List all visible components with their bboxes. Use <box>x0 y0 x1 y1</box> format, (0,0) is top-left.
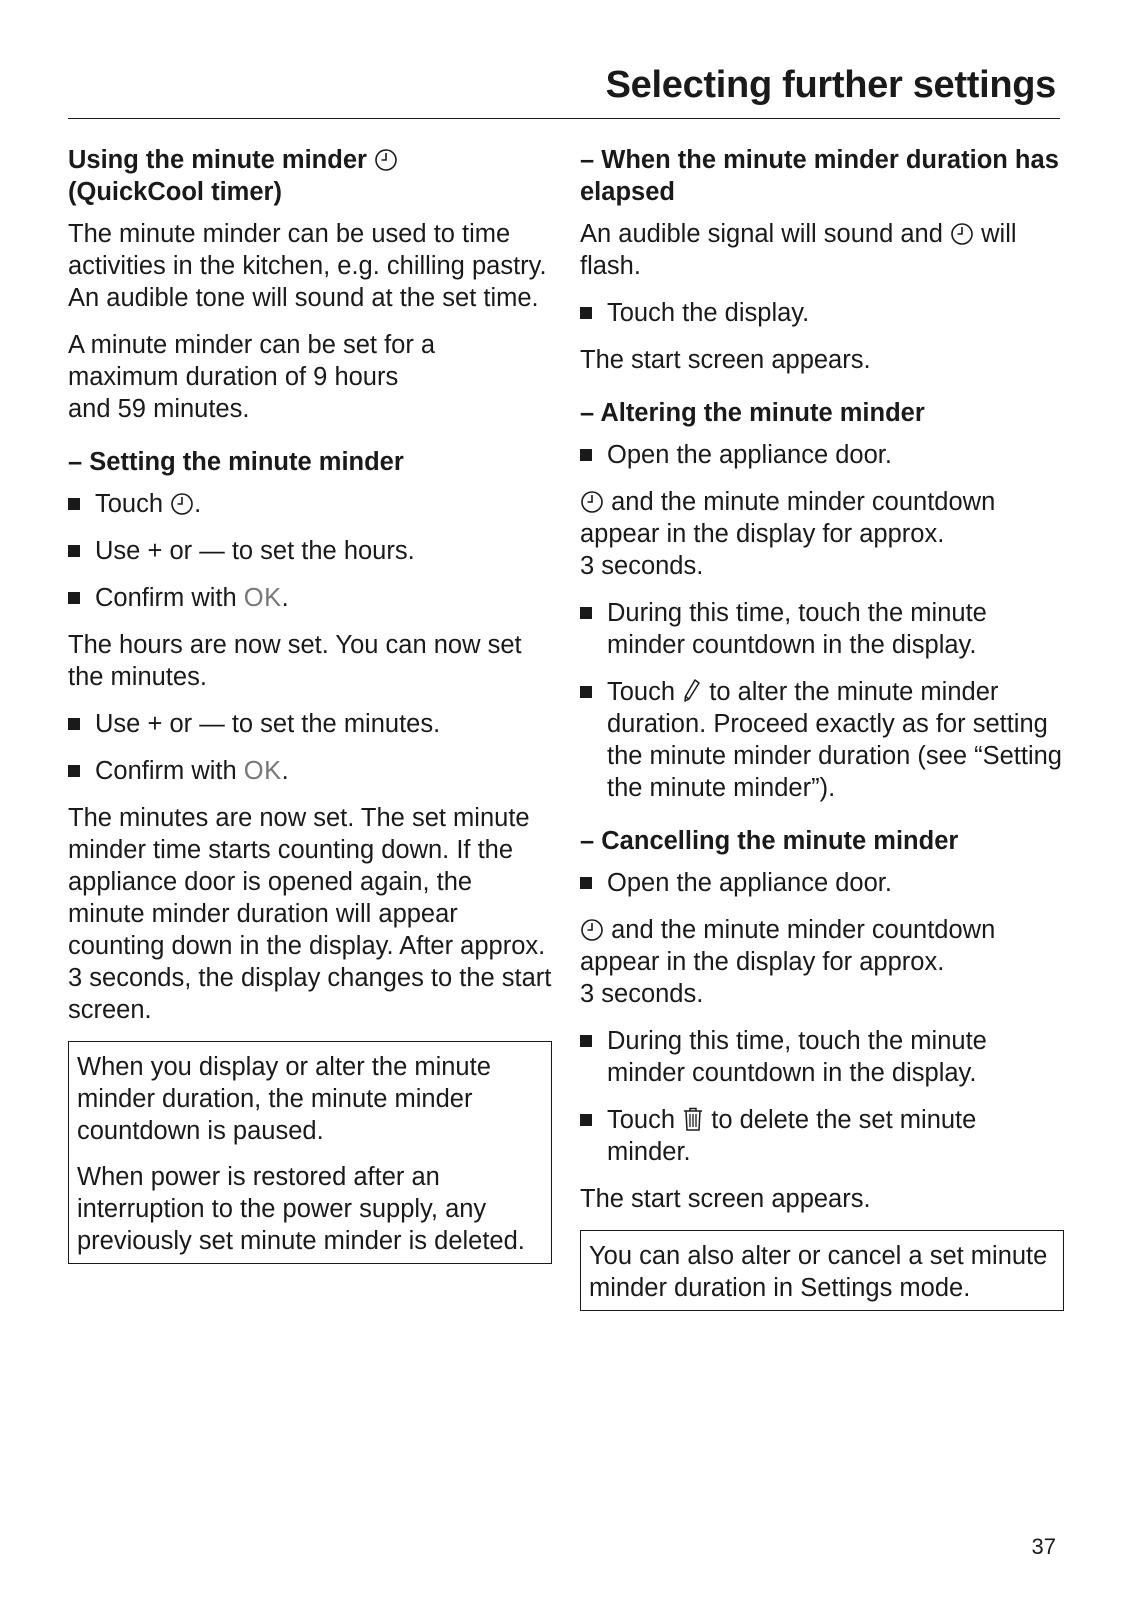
note-paragraph-2: When power is restored after an interruption to the power supply, any previously set minute minder is deleted. <box>77 1163 525 1255</box>
step-text: During this time, touch the minute minder countdown in the display. <box>607 1027 987 1087</box>
bullet-icon <box>68 545 80 557</box>
pencil-icon <box>682 678 702 704</box>
plus-icon: + <box>147 537 163 565</box>
elapsed-paragraph <box>580 218 1064 282</box>
trash-icon <box>682 1106 704 1132</box>
step-text: Use <box>95 537 141 565</box>
countdown-paragraph <box>580 486 1064 582</box>
ok-label: OK <box>243 584 282 612</box>
step-text: Touch <box>95 490 164 518</box>
section-heading <box>68 144 552 208</box>
intro-2-line-a: A minute minder can be set for a maximum duration of 9 hours <box>68 331 436 391</box>
plus-icon: + <box>147 710 163 738</box>
clock-icon <box>580 490 604 514</box>
step-text-end: . <box>281 584 289 612</box>
step-open-door <box>580 439 1064 471</box>
text: will flash. <box>580 220 1017 280</box>
bullet-icon <box>580 877 592 889</box>
step-text-end: . <box>281 757 289 785</box>
step-confirm-minutes <box>68 755 552 787</box>
start-screen-paragraph: The start screen appears. <box>580 346 871 374</box>
header-divider <box>68 118 1060 119</box>
bullet-icon <box>580 307 592 319</box>
bullet-icon <box>68 592 80 604</box>
step-touch-countdown-2 <box>580 1025 1064 1089</box>
page-number: 37 <box>1031 1534 1056 1559</box>
page-title: Selecting further settings <box>605 64 1056 106</box>
bullet-icon <box>580 607 592 619</box>
bullet-icon <box>68 498 80 510</box>
intro-2-line-b: and 59 minutes. <box>68 395 250 423</box>
step-text: Confirm with <box>95 757 237 785</box>
bullet-icon <box>68 718 80 730</box>
text: and the minute minder countdown appear in the display for approx. <box>580 488 996 548</box>
step-touch-pencil <box>580 676 1064 804</box>
step-open-door-2 <box>580 867 1064 899</box>
bullet-icon <box>580 1035 592 1047</box>
clock-icon <box>170 492 194 516</box>
intro-paragraph-2 <box>68 329 552 425</box>
heading-line2: (QuickCool timer) <box>68 178 282 206</box>
step-text: to alter the minute minder duration. Proceed exactly as for setting the minute minder duration (see “Setting the minute minder”). <box>607 678 1062 802</box>
bullet-icon <box>580 449 592 461</box>
step-text: Touch <box>607 1106 676 1134</box>
ok-label: OK <box>243 757 282 785</box>
right-column <box>580 144 1064 1311</box>
step-text: Touch <box>607 678 676 706</box>
step-touch-countdown <box>580 597 1064 661</box>
note-box <box>580 1230 1064 1311</box>
heading-line1: Using the minute minder <box>68 146 367 174</box>
step-text: to set the minutes. <box>231 710 441 738</box>
step-text: or <box>169 710 193 738</box>
step-text: Touch the display. <box>607 299 810 327</box>
step-confirm-hours <box>68 582 552 614</box>
clock-icon <box>580 918 604 942</box>
countdown-paragraph-2 <box>580 914 1064 1010</box>
bullet-icon <box>580 686 592 698</box>
note-paragraph-1: When you display or alter the minute minder duration, the minute minder countdown is paused. <box>77 1053 491 1145</box>
elapsed-subheading: – When the minute minder duration has elapsed <box>580 146 1059 206</box>
step-text: During this time, touch the minute minder countdown in the display. <box>607 599 987 659</box>
bullet-icon <box>68 765 80 777</box>
text: 3 seconds. <box>580 980 704 1008</box>
step-touch-trash <box>580 1104 1064 1168</box>
altering-subheading: – Altering the minute minder <box>580 399 925 427</box>
text: 3 seconds. <box>580 552 704 580</box>
text: and the minute minder countdown appear in the display for approx. <box>580 916 996 976</box>
intro-paragraph-1: The minute minder can be used to time activities in the kitchen, e.g. chilling pastry. An audible tone will sound at the set time. <box>68 220 547 312</box>
step-text: or <box>169 537 193 565</box>
step-text: Use <box>95 710 141 738</box>
step-text: to set the hours. <box>231 537 415 565</box>
minutes-set-paragraph: The minutes are now set. The set minute minder time starts counting down. If the appliance door is opened again, the minute minder duration will appear counting down in the display. After approx. 3 seconds, the display changes to the start screen. <box>68 804 552 1024</box>
note-box <box>68 1041 552 1264</box>
bullet-icon <box>580 1114 592 1126</box>
step-touch-clock <box>68 488 552 520</box>
step-text-end: . <box>194 490 202 518</box>
step-set-minutes <box>68 708 552 740</box>
step-set-hours <box>68 535 552 567</box>
clock-icon <box>950 222 974 246</box>
minus-icon: — <box>199 710 225 738</box>
text: An audible signal will sound and <box>580 220 943 248</box>
minus-icon: — <box>199 537 225 565</box>
note-paragraph: You can also alter or cancel a set minute minder duration in Settings mode. <box>589 1242 1048 1302</box>
step-touch-display <box>580 297 1064 329</box>
step-text: Open the appliance door. <box>607 869 892 897</box>
hours-set-paragraph: The hours are now set. You can now set the minutes. <box>68 631 522 691</box>
step-text: Confirm with <box>95 584 237 612</box>
cancelling-subheading: – Cancelling the minute minder <box>580 827 959 855</box>
step-text: Open the appliance door. <box>607 441 892 469</box>
left-column <box>68 144 552 1264</box>
clock-icon <box>374 148 398 172</box>
setting-subheading: – Setting the minute minder <box>68 448 404 476</box>
step-text: to delete the set minute minder. <box>607 1106 977 1166</box>
start-screen-paragraph-2: The start screen appears. <box>580 1185 871 1213</box>
